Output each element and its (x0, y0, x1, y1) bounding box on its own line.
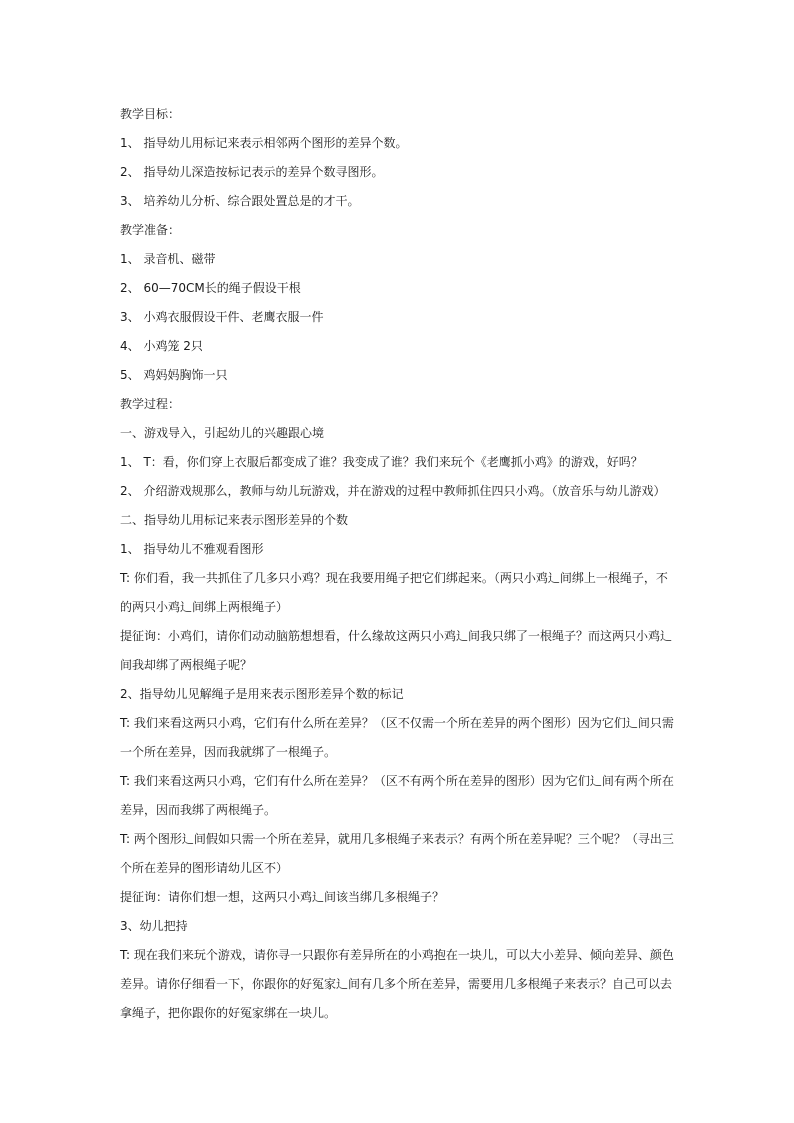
process-step-2-item-1: 1、 指导幼儿不雅观看图形 (120, 542, 264, 556)
document-body (120, 100, 676, 1028)
dialogue-paragraph-3: T: 我们来看这两只小鸡，它们有什么所在差异？（区不有两个所在差异的图形）因为它们辶间有两个所在差异，因而我绑了两根绳子。 (120, 774, 674, 817)
preparation-item-5: 5、 鸡妈妈胸饰一只 (120, 368, 228, 382)
preparation-item-2: 2、 60—70CM长的绳子假设干根 (120, 281, 301, 295)
preparation-item-4: 4、 小鸡笼 2只 (120, 339, 203, 353)
process-step-2-item-2: 2、指导幼儿见解绳子是用来表示图形差异个数的标记 (120, 687, 404, 701)
section-heading-objectives: 教学目标： (120, 107, 181, 121)
preparation-item-1: 1、 录音机、磁带 (120, 252, 216, 266)
section-heading-process: 教学过程： (120, 397, 181, 411)
process-step-1-item-2: 2、 介绍游戏规那么，教师与幼儿玩游戏，并在游戏的过程中教师抓住四只小鸡。（放音乐与幼儿游戏） (120, 484, 666, 498)
process-step-2-heading: 二、指导幼儿用标记来表示图形差异的个数 (120, 513, 349, 527)
dialogue-paragraph-5: T: 现在我们来玩个游戏，请你寻一只跟你有差异所在的小鸡抱在一块儿，可以大小差异、倾向差异、颜色差异。请你仔细看一下，你跟你的好冤家辶间有几多个所在差异，需要用几多根绳子来表示？自己可以去拿绳子，把你跟你的好冤家绑在一块儿。 (120, 948, 674, 1020)
objective-item-1: 1、 指导幼儿用标记来表示相邻两个图形的差异个数。 (120, 136, 408, 150)
process-step-2-item-3: 3、幼儿把持 (120, 919, 188, 933)
section-heading-preparation: 教学准备： (120, 223, 181, 237)
process-step-1-item-1: 1、 T：看，你们穿上衣服后都变成了谁？我变成了谁？我们来玩个《老鹰抓小鸡》的游戏，好吗？ (120, 455, 643, 469)
dialogue-paragraph-2: T: 我们来看这两只小鸡，它们有什么所在差异？（区不仅需一个所在差异的两个图形）因为它们辶间只需一个所在差异，因而我就绑了一根绳子。 (120, 716, 674, 759)
objective-item-2: 2、 指导幼儿深造按标记表示的差异个数寻图形。 (120, 165, 384, 179)
question-paragraph-1: 提征询：小鸡们，请你们动动脑筋想想看，什么缘故这两只小鸡辶间我只绑了一根绳子？而这两只小鸡辶间我却绑了两根绳子呢？ (120, 629, 673, 672)
question-paragraph-2: 提征询：请你们想一想，这两只小鸡辶间该当绑几多根绳子？ (120, 890, 445, 904)
preparation-item-3: 3、 小鸡衣服假设干件、老鹰衣服一件 (120, 310, 324, 324)
objective-item-3: 3、 培养幼儿分析、综合跟处置总是的才干。 (120, 194, 360, 208)
dialogue-paragraph-4: T: 两个图形辶间假如只需一个所在差异，就用几多根绳子来表示？有两个所在差异呢？三个呢？（寻出三个所在差异的图形请幼儿区不） (120, 832, 674, 875)
dialogue-paragraph-1: T: 你们看，我一共抓住了几多只小鸡？现在我要用绳子把它们绑起来。（两只小鸡辶间绑上一根绳子，不的两只小鸡辶间绑上两根绳子） (120, 571, 668, 614)
process-step-1-heading: 一、游戏导入，引起幼儿的兴趣跟心境 (120, 426, 325, 440)
